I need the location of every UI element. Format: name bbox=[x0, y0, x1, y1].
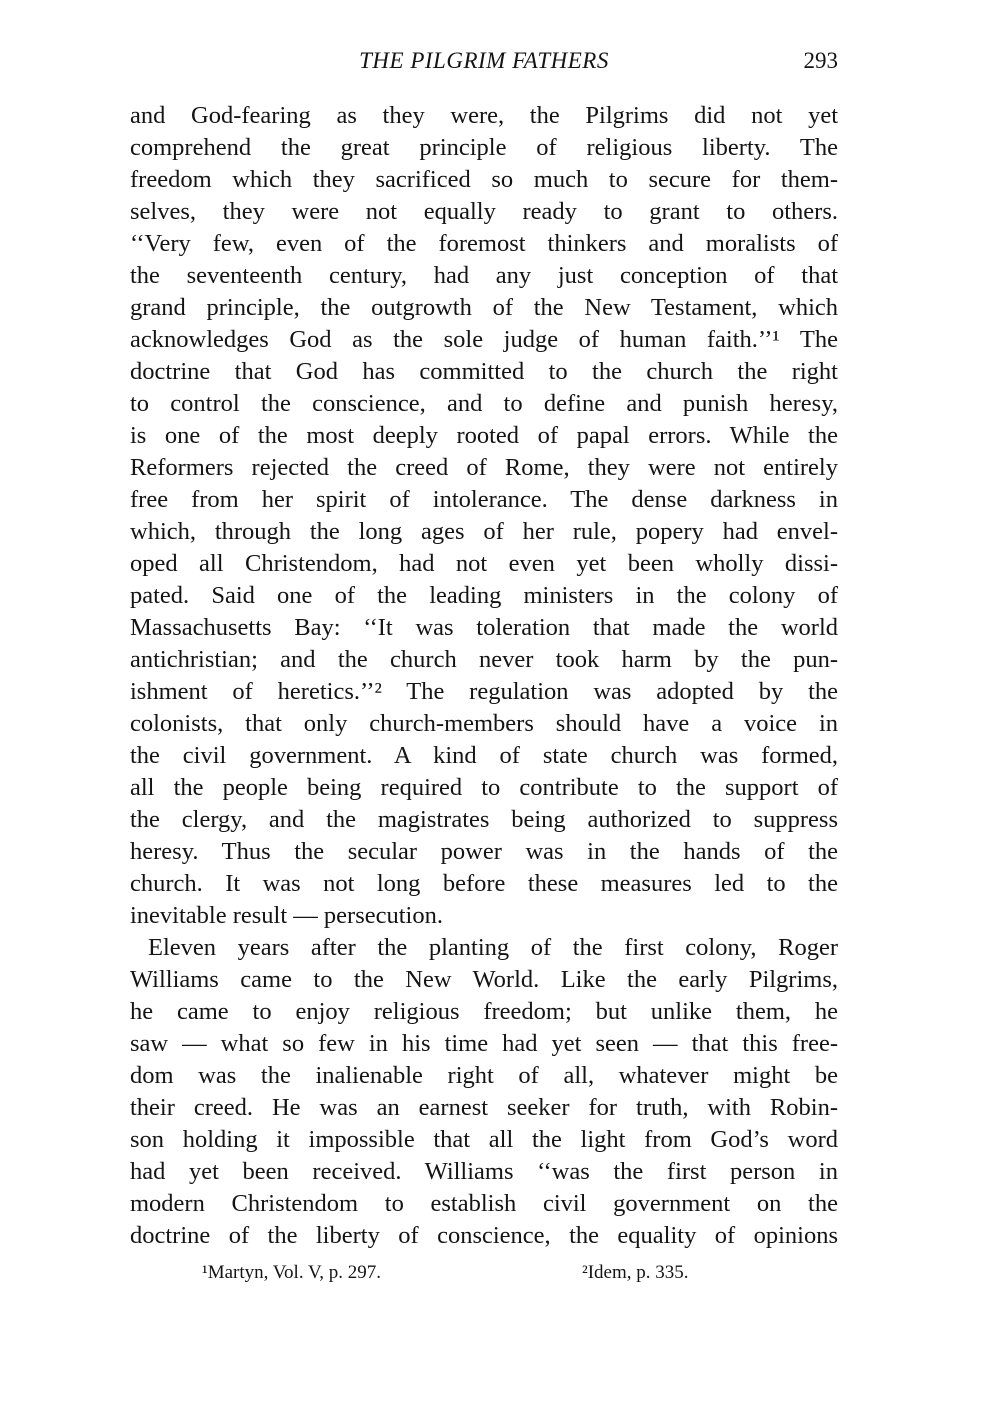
text-line: saw — what so few in his time had yet seen — that this free- bbox=[130, 1030, 838, 1057]
text-line: Massachusetts Bay: ‘‘It was toleration that made the world bbox=[130, 614, 838, 641]
text-line: ‘‘Very few, even of the foremost thinkers and moralists of bbox=[130, 230, 838, 257]
text-line: ishment of heretics.’’² The regulation was adopted by the bbox=[130, 678, 838, 705]
text-line: acknowledges God as the sole judge of human faith.’’¹ The bbox=[130, 326, 838, 353]
text-line: and God-fearing as they were, the Pilgrims did not yet bbox=[130, 102, 838, 129]
text-line: dom was the inalienable right of all, whatever might be bbox=[130, 1062, 838, 1089]
text-line: inevitable result — persecution. bbox=[130, 902, 443, 929]
running-title: THE PILGRIM FATHERS bbox=[359, 48, 609, 73]
footnote-2: ²Idem, p. 335. bbox=[582, 1262, 689, 1283]
text-line: doctrine that God has committed to the church the right bbox=[130, 358, 838, 385]
body-text bbox=[130, 100, 838, 1252]
text-line: comprehend the great principle of religious liberty. The bbox=[130, 134, 838, 161]
page-number: 293 bbox=[803, 48, 838, 73]
text-line: colonists, that only church-members should have a voice in bbox=[130, 710, 838, 737]
text-line: heresy. Thus the secular power was in the hands of the bbox=[130, 838, 838, 865]
text-line: Williams came to the New World. Like the early Pilgrims, bbox=[130, 966, 838, 993]
running-header bbox=[130, 48, 838, 80]
text-line: pated. Said one of the leading ministers in the colony of bbox=[130, 582, 838, 609]
footnote-1: ¹Martyn, Vol. V, p. 297. bbox=[202, 1262, 382, 1283]
text-line: the clergy, and the magistrates being authorized to suppress bbox=[130, 806, 838, 833]
text-line: Eleven years after the planting of the first colony, Roger bbox=[148, 934, 838, 961]
text-line: oped all Christendom, had not even yet been wholly dissi- bbox=[130, 550, 838, 577]
text-line: church. It was not long before these measures led to the bbox=[130, 870, 838, 897]
text-line: all the people being required to contribute to the support of bbox=[130, 774, 838, 801]
text-line: their creed. He was an earnest seeker for truth, with Robin- bbox=[130, 1094, 838, 1121]
text-line: freedom which they sacrificed so much to secure for them- bbox=[130, 166, 838, 193]
text-line: Reformers rejected the creed of Rome, they were not entirely bbox=[130, 454, 838, 481]
paragraph bbox=[130, 932, 838, 1252]
text-line: selves, they were not equally ready to grant to others. bbox=[130, 198, 838, 225]
footnotes bbox=[130, 1262, 838, 1288]
text-line: he came to enjoy religious freedom; but unlike them, he bbox=[130, 998, 838, 1025]
text-line: modern Christendom to establish civil government on the bbox=[130, 1190, 838, 1217]
text-line: had yet been received. Williams ‘‘was the first person in bbox=[130, 1158, 838, 1185]
text-line: antichristian; and the church never took harm by the pun- bbox=[130, 646, 838, 673]
text-line: the civil government. A kind of state church was formed, bbox=[130, 742, 838, 769]
text-line: doctrine of the liberty of conscience, the equality of opinions bbox=[130, 1222, 838, 1249]
text-line: is one of the most deeply rooted of papal errors. While the bbox=[130, 422, 838, 449]
text-line: the seventeenth century, had any just conception of that bbox=[130, 262, 838, 289]
text-line: which, through the long ages of her rule, popery had envel- bbox=[130, 518, 838, 545]
paragraph bbox=[130, 100, 838, 932]
text-line: son holding it impossible that all the light from God’s word bbox=[130, 1126, 838, 1153]
text-line: to control the conscience, and to define and punish heresy, bbox=[130, 390, 838, 417]
text-line: grand principle, the outgrowth of the New Testament, which bbox=[130, 294, 838, 321]
text-line: free from her spirit of intolerance. The dense darkness in bbox=[130, 486, 838, 513]
